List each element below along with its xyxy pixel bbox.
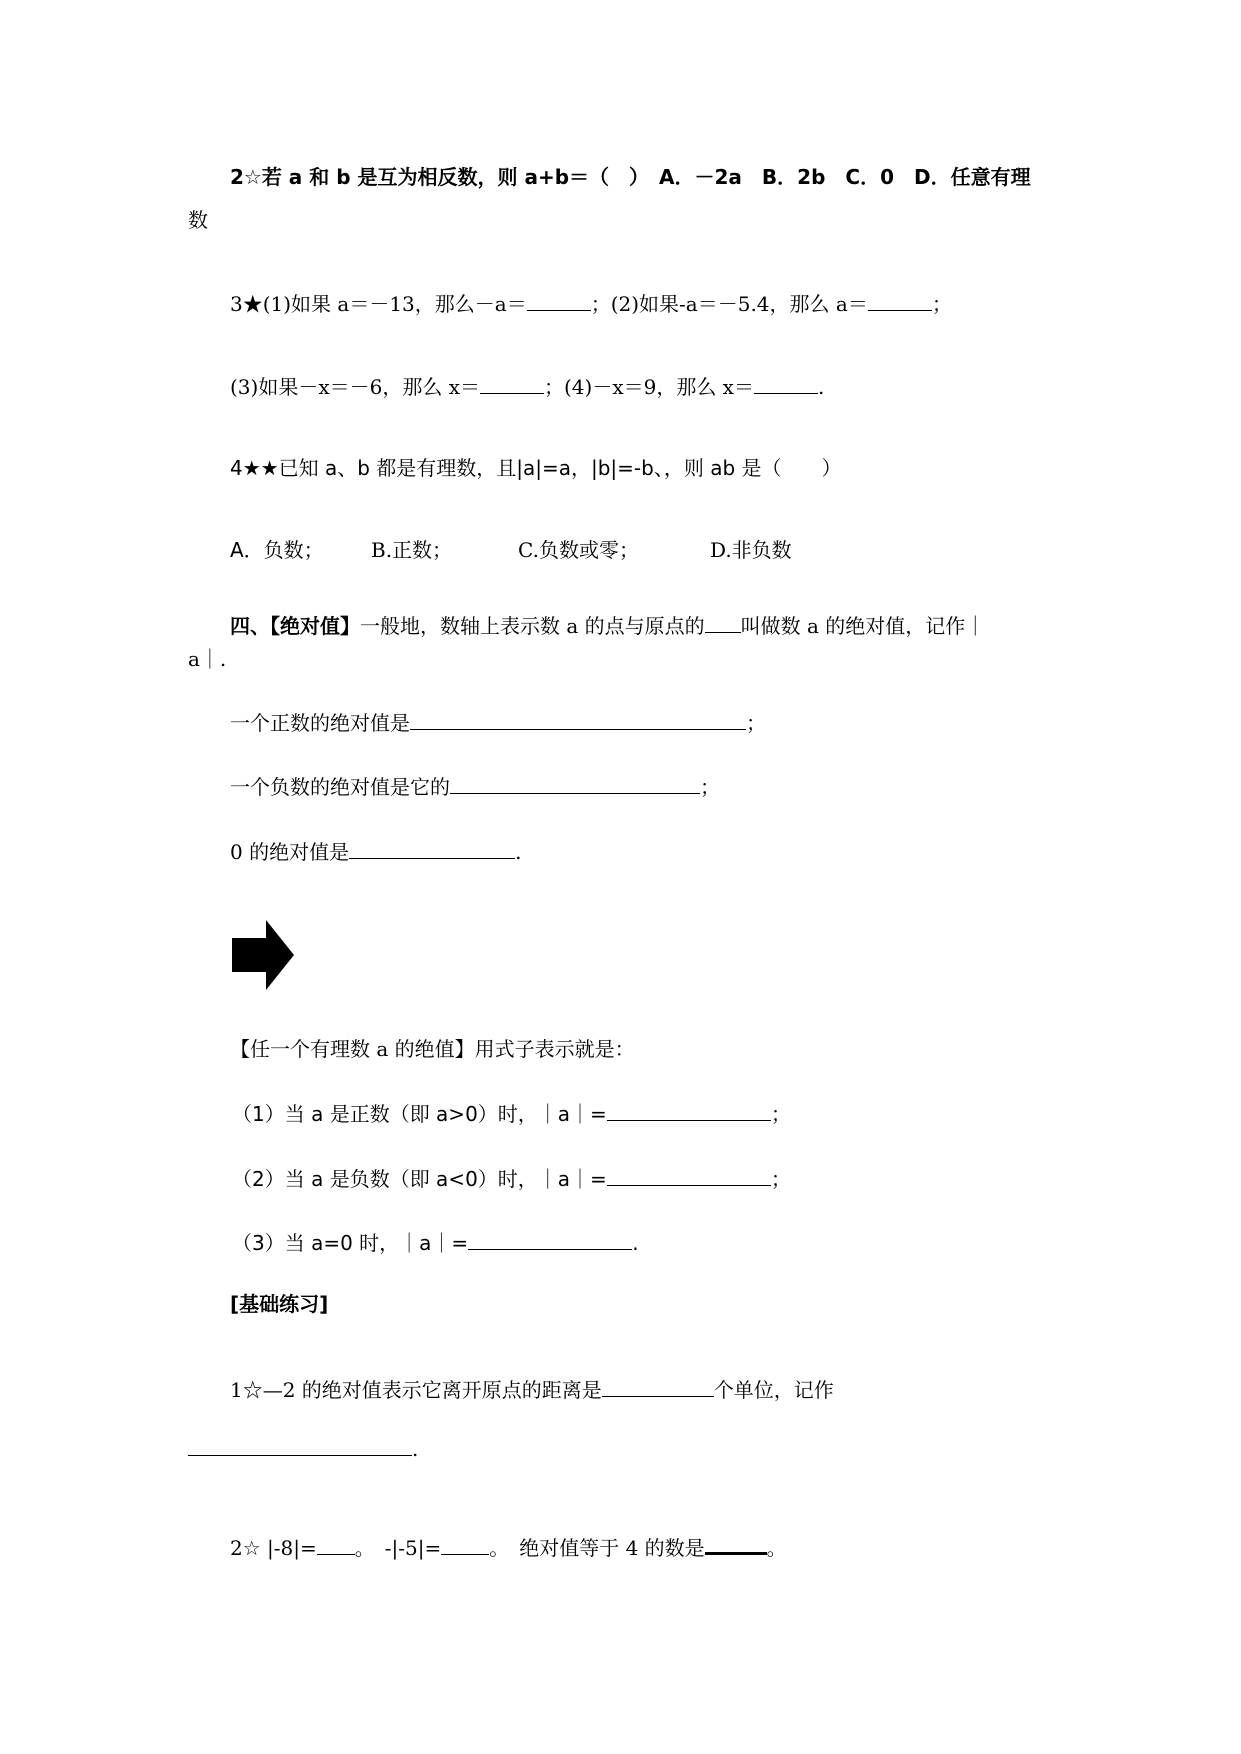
formula-case1: （1）当 a 是正数（即 a>0）时，｜a｜= [232,1102,607,1126]
q4-option-a: A．负数； [230,538,324,562]
positive-abs-line [230,711,766,735]
formula-case2-line [232,1167,791,1191]
practice-q1-line [230,1378,834,1402]
answer-blank[interactable] [349,840,515,859]
answer-blank[interactable] [317,1536,355,1555]
formula-case3-end: . [632,1231,639,1255]
practice-q2-end: 。 [766,1536,787,1560]
answer-blank[interactable] [410,711,746,730]
q3-part2: ；(2)如果-a＝－5.4，那么 a＝ [590,292,868,316]
section4-text: 一般地，数轴上表示数 a 的点与原点的 [360,614,705,638]
answer-blank[interactable] [480,375,544,394]
answer-blank[interactable] [705,614,741,633]
q3-end: ； [931,292,952,316]
answer-blank[interactable] [527,292,591,311]
answer-blank[interactable] [607,1102,771,1121]
formula-title: 【任一个有理数 a 的绝值】用式子表示就是： [230,1037,635,1061]
practice-q1-line2 [188,1437,418,1461]
q3-part4: ；(4)－x＝9，那么 x＝ [543,375,754,399]
q4-line [230,456,842,480]
q3-part3: (3)如果－x＝－6，那么 x＝ [230,375,480,399]
formula-case1-end: ； [770,1102,791,1126]
q4-option-b: B.正数； [371,538,453,562]
q2-text-cont: 数 [188,208,208,232]
zero-abs-end: . [515,840,522,864]
positive-abs-label: 一个正数的绝对值是 [230,711,410,735]
q2-line2 [188,208,208,232]
q3-end2: . [817,375,825,399]
answer-blank[interactable] [607,1167,771,1186]
practice-heading-line [230,1292,328,1316]
q2-text: 2☆若 a 和 b 是互为相反数，则 a+b＝（ ） A．－2a B．2b C．0 D．任意有理 [230,165,1031,189]
zero-abs-label: 0 的绝对值是 [230,840,350,864]
answer-blank[interactable] [188,1437,412,1456]
answer-blank[interactable] [705,1534,767,1555]
q2-line1 [230,165,1031,189]
q3-line2 [230,375,824,399]
answer-blank[interactable] [754,375,818,394]
answer-blank[interactable] [602,1378,714,1397]
negative-abs-label: 一个负数的绝对值是它的 [230,775,450,799]
formula-case2: （2）当 a 是负数（即 a<0）时，｜a｜= [232,1167,607,1191]
formula-case3: （3）当 a=0 时，｜a｜= [232,1231,469,1255]
answer-blank[interactable] [441,1536,489,1555]
practice-q1-text: 1☆—2 的绝对值表示它离开原点的距离是 [230,1378,602,1402]
formula-case3-line [232,1231,639,1255]
formula-title-line [230,1037,635,1061]
practice-q1-end: . [412,1437,419,1461]
zero-abs-line [230,840,521,864]
q3-line1 [230,292,952,316]
q3-part1: 3★(1)如果 a＝－13，那么－a＝ [230,292,527,316]
section4-line1 [230,614,985,638]
practice-q2-text: 2☆ |-8|= [230,1536,317,1560]
negative-abs-end: ； [700,775,720,799]
practice-q1-text-b: 个单位，记作 [713,1378,834,1402]
answer-blank[interactable] [450,775,700,794]
answer-blank[interactable] [468,1231,632,1250]
q4-option-d: D.非负数 [710,538,792,562]
formula-case1-line [232,1102,791,1126]
positive-abs-end: ； [746,711,766,735]
negative-abs-line [230,775,720,799]
section4-line2 [188,647,226,671]
section4-text-b: 叫做数 a 的绝对值，记作｜ [740,614,986,638]
practice-heading: [基础练习] [230,1292,329,1316]
q4-text: 4★★已知 a、b 都是有理数，且|a|=a，|b|=-b、，则 ab 是（ ） [230,456,842,480]
formula-case2-end: ； [770,1167,791,1191]
practice-q2-line [230,1534,787,1560]
answer-blank[interactable] [868,292,932,311]
right-arrow-icon [232,920,294,990]
practice-q2-text-b: 。 -|-5|= [354,1536,442,1560]
section4-text-cont: a｜. [188,647,227,671]
practice-q2-text-c: 。 绝对值等于 4 的数是 [489,1536,705,1560]
section4-heading: 四、【绝对值】 [230,614,360,638]
q4-option-c: C.负数或零； [518,538,639,562]
